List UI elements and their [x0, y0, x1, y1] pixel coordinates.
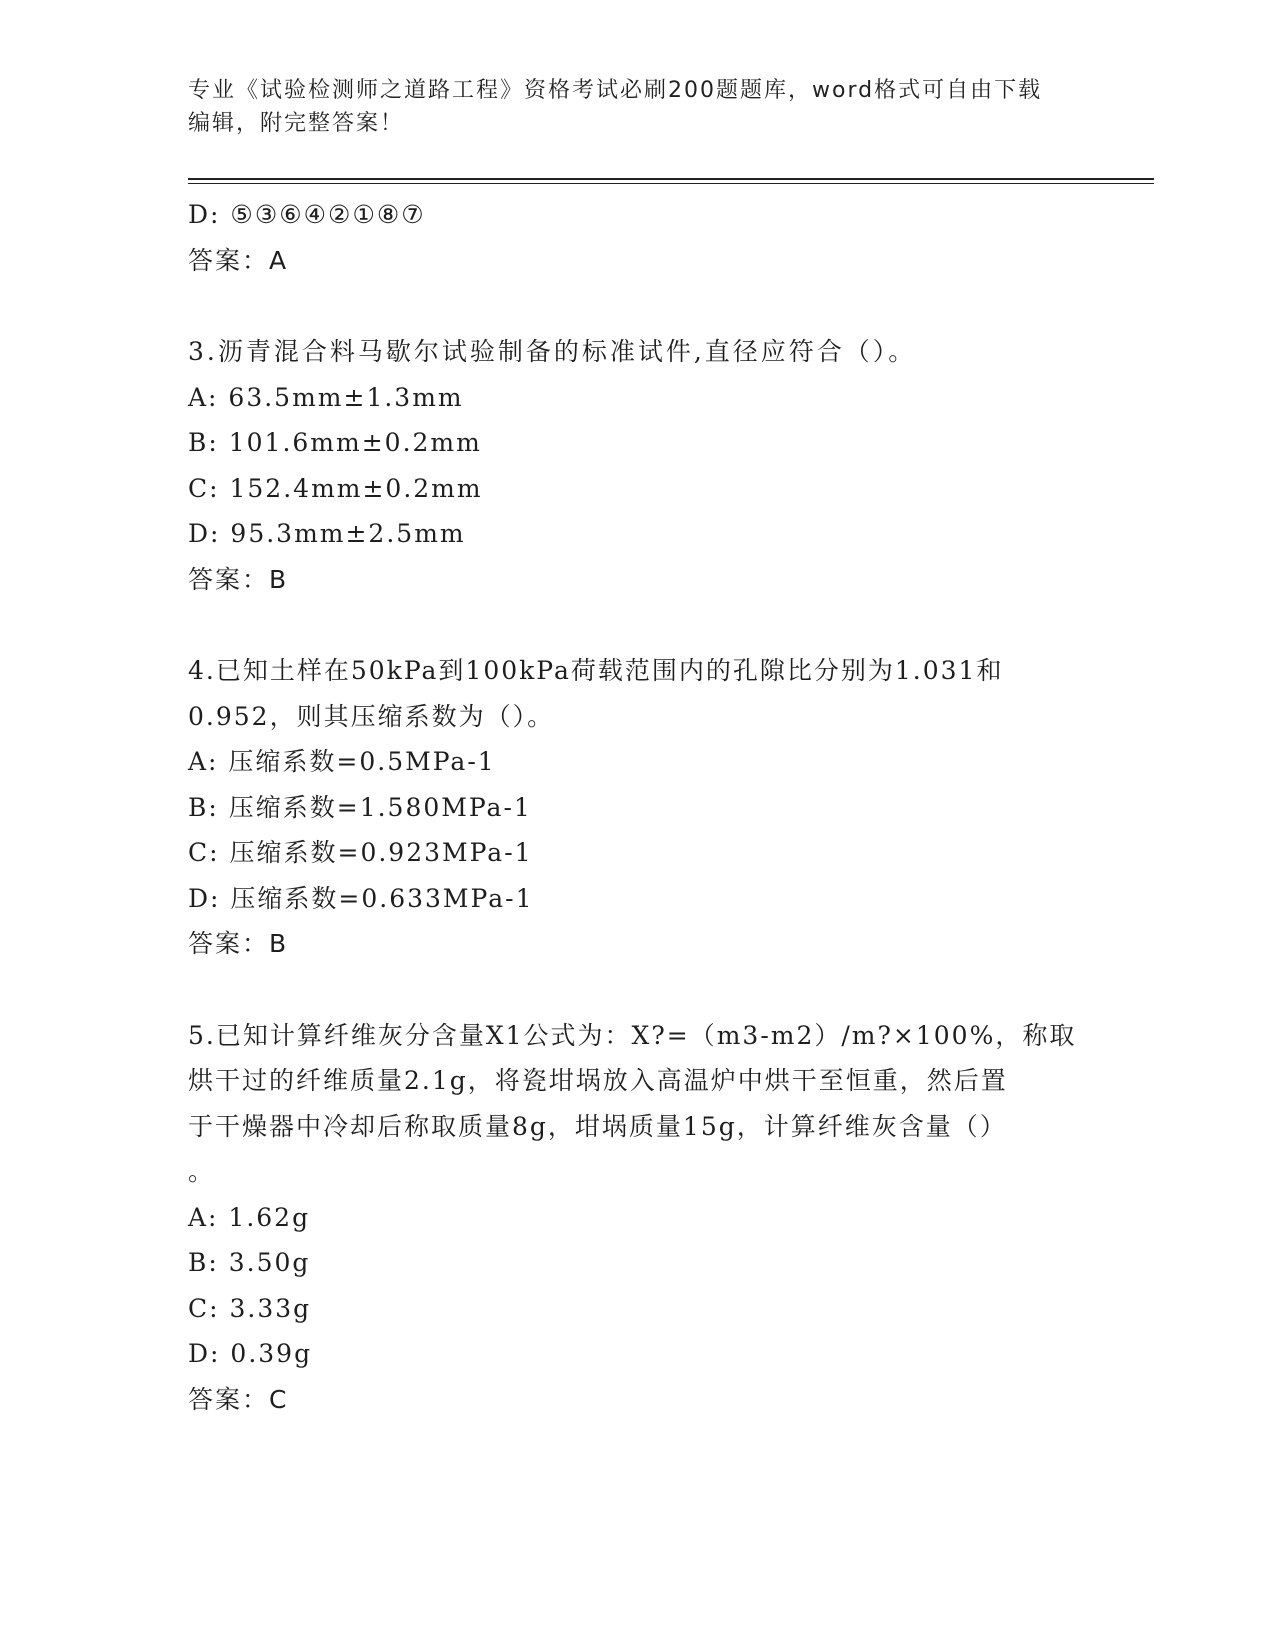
answer-line: 答案：B: [188, 929, 289, 958]
option-a: A: 1.62g: [188, 1202, 311, 1232]
spacer: [188, 602, 1088, 648]
question-text-line-3: 于干燥器中冷却后称取质量8g，坩埚质量15g，计算纤维灰含量（）: [188, 1111, 1007, 1141]
option-d: D: 95.3mm±2.5mm: [188, 519, 466, 548]
question-text-line-1: 4.已知土样在50kPa到100kPa荷载范围内的孔隙比分别为1.031和: [188, 656, 1004, 685]
option-a: A: 压缩系数=0.5MPa-1: [188, 747, 496, 776]
spacer: [188, 283, 1088, 329]
answer-line: 答案：C: [188, 1384, 289, 1414]
question-text-line-2: 0.952，则其压缩系数为（）。: [188, 701, 555, 731]
document-header: [188, 74, 1088, 140]
option-d: D: ⑤③⑥④②①⑧⑦: [188, 200, 426, 229]
prev-question: [188, 192, 1088, 283]
option-c: C: 152.4mm±0.2mm: [188, 473, 483, 503]
question-4: [188, 648, 1088, 967]
option-d: D: 0.39g: [188, 1339, 313, 1368]
answer-line: 答案：B: [188, 564, 289, 594]
question-text: 3.沥青混合料马歇尔试验制备的标准试件,直径应符合（）。: [188, 337, 917, 366]
answer-line: 答案：A: [188, 245, 289, 275]
spacer: [188, 967, 1088, 1013]
option-b: B: 3.50g: [188, 1248, 311, 1277]
header-line-1: 专业《试验检测师之道路工程》资格考试必刷200题题库，word格式可自由下载: [188, 78, 1043, 103]
header-divider-thick: [188, 178, 1154, 180]
question-text-line-2: 烘干过的纤维质量2.1g，将瓷坩埚放入高温炉中烘干至恒重，然后置: [188, 1066, 1008, 1095]
question-text-line-1: 5.已知计算纤维灰分含量X1公式为：X?=（m3-m2）/m?×100%，称取: [188, 1020, 1077, 1050]
option-b: B: 压缩系数=1.580MPa-1: [188, 792, 532, 822]
option-c: C: 3.33g: [188, 1293, 312, 1323]
header-divider-thin: [188, 183, 1154, 184]
option-b: B: 101.6mm±0.2mm: [188, 428, 482, 457]
option-a: A: 63.5mm±1.3mm: [188, 382, 464, 412]
option-d: D: 压缩系数=0.633MPa-1: [188, 883, 534, 913]
question-3: [188, 329, 1088, 602]
question-content: [188, 192, 1088, 1422]
question-5: [188, 1013, 1088, 1423]
header-line-2: 编辑，附完整答案！: [188, 111, 405, 136]
question-text-line-4: 。: [188, 1157, 216, 1186]
option-c: C: 压缩系数=0.923MPa-1: [188, 838, 533, 867]
